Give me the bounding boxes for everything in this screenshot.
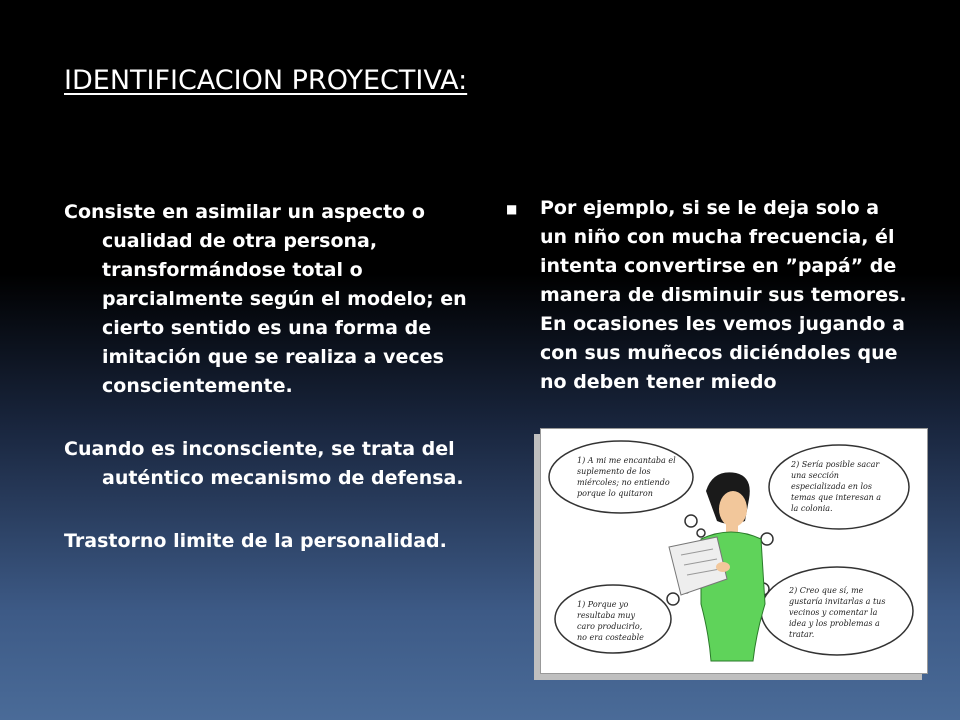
slide-title: IDENTIFICACION PROYECTIVA: [64, 65, 468, 96]
bullet-item [506, 194, 916, 397]
bullet-example-text: Por ejemplo, si se le deja solo a un niño con mucha frecuencia, él intenta convertirse en ”papá” de manera de disminuir sus temores. En ocasiones les vemos jugando a con sus muñecos diciéndoles que no deben tener miedo [540, 197, 907, 393]
thought-bubble-4: 2) Creo que sí, me gustaría invitarlas a tus vecinos y comentar la idea y los problemas a tratar. [789, 586, 886, 639]
right-column [506, 194, 916, 397]
woman-figure [669, 472, 765, 661]
paragraph-definition: Consiste en asimilar un aspecto o cualidad de otra persona, transformándose total o parcialmente según el modelo; en cierto sentido es una forma de imitación que se realiza a veces conscientemente. [64, 201, 467, 397]
thought-bubble-1: 1) A mi me encantaba el suplemento de los miércoles; no entiendo porque lo quitaron [577, 456, 676, 498]
thought-bubble-2: 2) Sería posible sacar una sección especializada en los temas que interesan a la colonia. [791, 460, 882, 513]
hand [716, 562, 730, 572]
paragraph-unconscious: Cuando es inconsciente, se trata del auténtico mecanismo de defensa. [64, 438, 464, 489]
left-column [64, 198, 494, 556]
thought-bubble-3: 1) Porque yo resultaba muy caro producirlo, no era costeable [577, 600, 644, 642]
paragraph-disorder: Trastorno limite de la personalidad. [64, 530, 447, 552]
square-bullet-icon: ■ [506, 202, 518, 216]
face [719, 491, 747, 527]
cartoon-illustration [540, 428, 928, 674]
